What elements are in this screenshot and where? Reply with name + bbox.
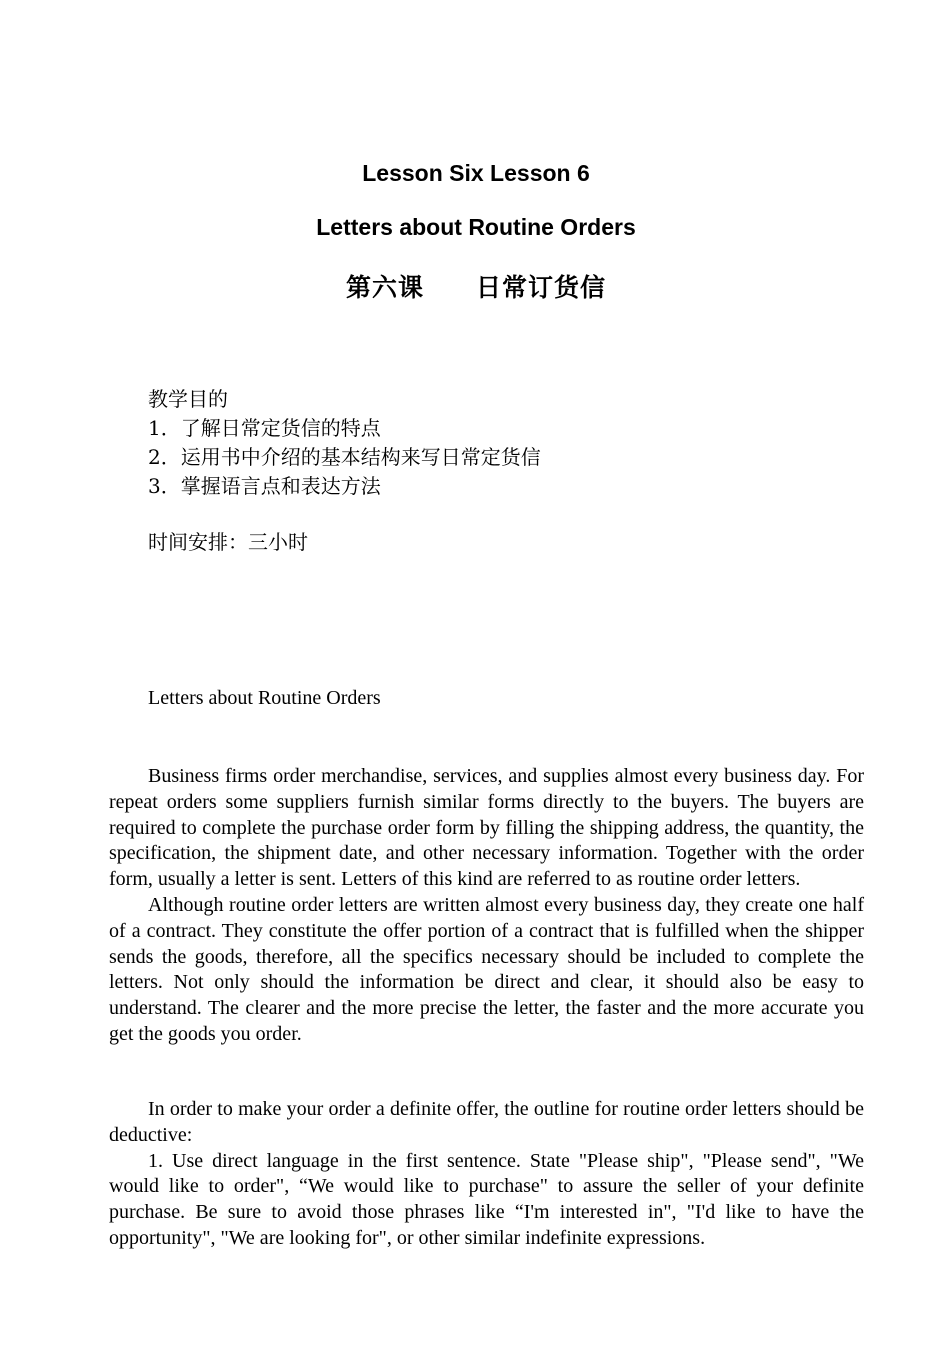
paragraph: Business firms order merchandise, services, and supplies almost every business day. For repeat orders some suppliers furnish similar forms directly to the buyers. The buyers are required to complete the purchase order form by filling the shipping address, the quantity, the specification, the shipment date, and other necessary information. Together with the order form, usually a letter is sent. Letters of this kind are referred to as routine order letters.	[109, 765, 864, 891]
objective-item: 1．了解日常定货信的特点	[148, 416, 381, 440]
objectives-heading: 教学目的	[148, 387, 228, 411]
paragraph: In order to make your order a definite offer, the outline for routine order letters should be deductive:	[109, 1098, 864, 1146]
section-heading: Letters about Routine Orders	[148, 687, 381, 709]
objective-item: 2．运用书中介绍的基本结构来写日常定货信	[148, 445, 541, 469]
lesson-english-title: Letters about Routine Orders	[316, 214, 636, 240]
lesson-number-title: Lesson Six Lesson 6	[362, 160, 590, 186]
numbered-paragraph: 1. Use direct language in the first sentence. State "Please ship", "Please send", "We would like to order", “We would like to purchase" to assure the seller of your definite purchase. Be sure to avoid those phrases like “I'm interested in", "I'd like to have the opportunity", "We are looking for", or other similar indefinite expressions.	[109, 1149, 864, 1249]
body-text-block-2	[109, 1097, 864, 1252]
chinese-lesson-name: 日常订货信	[476, 273, 607, 302]
body-text-block-1	[109, 764, 864, 1048]
time-schedule: 时间安排：三小时	[148, 530, 308, 554]
paragraph: Although routine order letters are written almost every business day, they create one half of a contract. They constitute the offer portion of a contract that is fulfilled when the shipper sends the goods, therefore, all the specifics necessary should be included to complete the letters. Not only should the information be direct and clear, it should also be easy to understand. The clearer and the more precise the letter, the faster and the more accurate you get the goods you order.	[109, 893, 864, 1045]
teaching-objectives	[148, 385, 541, 501]
objective-item: 3．掌握语言点和表达方法	[148, 474, 381, 498]
lesson-chinese-title	[0, 268, 952, 304]
chinese-lesson-label: 第六课	[345, 273, 424, 302]
